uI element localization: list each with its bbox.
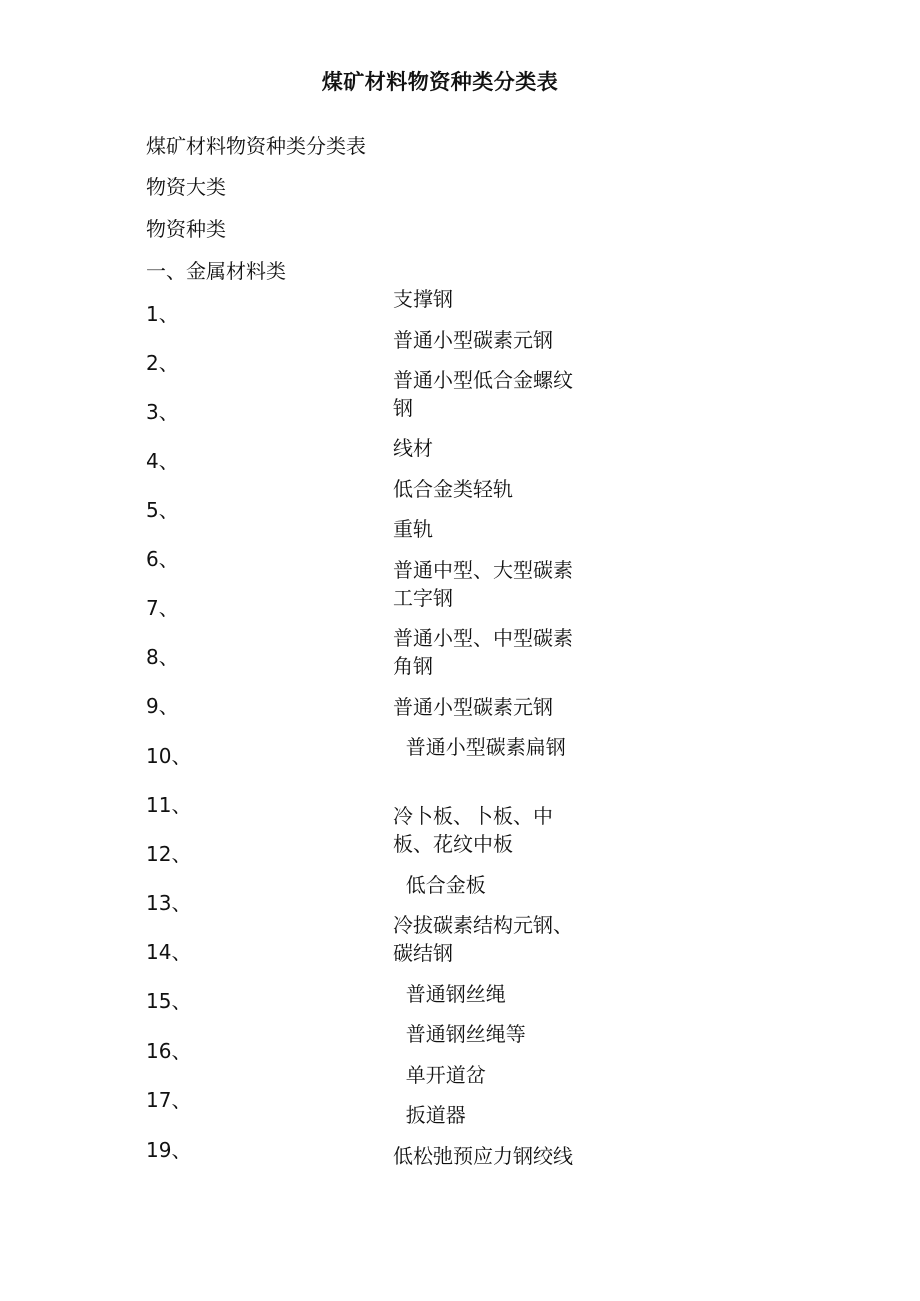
material-item: 线材 bbox=[393, 436, 433, 460]
row-number: 5、 bbox=[146, 498, 179, 522]
material-item: 普通小型低合金螺纹钢 bbox=[393, 368, 573, 420]
row-number: 8、 bbox=[146, 645, 179, 669]
row-number: 6、 bbox=[146, 547, 179, 571]
material-item: 普通钢丝绳等 bbox=[393, 1022, 526, 1046]
material-item: 普通钢丝绳 bbox=[393, 982, 506, 1006]
row-number: 16、 bbox=[146, 1039, 192, 1063]
row-number: 7、 bbox=[146, 596, 179, 620]
material-item: 普通中型、大型碳素工字钢 bbox=[393, 558, 573, 610]
category-type-label: 物资种类 bbox=[146, 217, 226, 241]
section-heading: 一、金属材料类 bbox=[146, 259, 286, 283]
row-number: 13、 bbox=[146, 891, 192, 915]
subtitle-line: 煤矿材料物资种类分类表 bbox=[146, 134, 366, 158]
material-item: 支撑钢 bbox=[393, 287, 453, 311]
row-number: 2、 bbox=[146, 351, 179, 375]
material-item: 单开道岔 bbox=[393, 1063, 486, 1087]
material-item: 重轨 bbox=[393, 517, 433, 541]
row-number: 1、 bbox=[146, 302, 179, 326]
material-item: 扳道器 bbox=[393, 1103, 466, 1127]
material-item: 普通小型碳素元钢 bbox=[393, 695, 553, 719]
row-number: 19、 bbox=[146, 1138, 192, 1162]
material-item: 普通小型碳素元钢 bbox=[393, 328, 553, 352]
row-number: 14、 bbox=[146, 940, 192, 964]
material-item: 低松弛预应力钢绞线 bbox=[393, 1144, 573, 1168]
material-item: 冷卜板、卜板、中板、花纹中板 bbox=[393, 804, 553, 856]
row-number: 12、 bbox=[146, 842, 192, 866]
document-title: 煤矿材料物资种类分类表 bbox=[321, 70, 559, 94]
row-number: 11、 bbox=[146, 793, 192, 817]
material-item: 普通小型碳素扁钢 bbox=[393, 735, 566, 759]
material-item: 低合金类轻轨 bbox=[393, 477, 513, 501]
row-number: 17、 bbox=[146, 1088, 192, 1112]
material-item: 冷拔碳素结构元钢、碳结钢 bbox=[393, 913, 573, 965]
row-number: 9、 bbox=[146, 694, 179, 718]
row-number: 10、 bbox=[146, 744, 192, 768]
material-item: 低合金板 bbox=[393, 873, 486, 897]
material-item: 普通小型、中型碳素角钢 bbox=[393, 626, 573, 678]
row-number: 4、 bbox=[146, 449, 179, 473]
category-major-label: 物资大类 bbox=[146, 175, 226, 199]
row-number: 15、 bbox=[146, 989, 192, 1013]
row-number: 3、 bbox=[146, 400, 179, 424]
